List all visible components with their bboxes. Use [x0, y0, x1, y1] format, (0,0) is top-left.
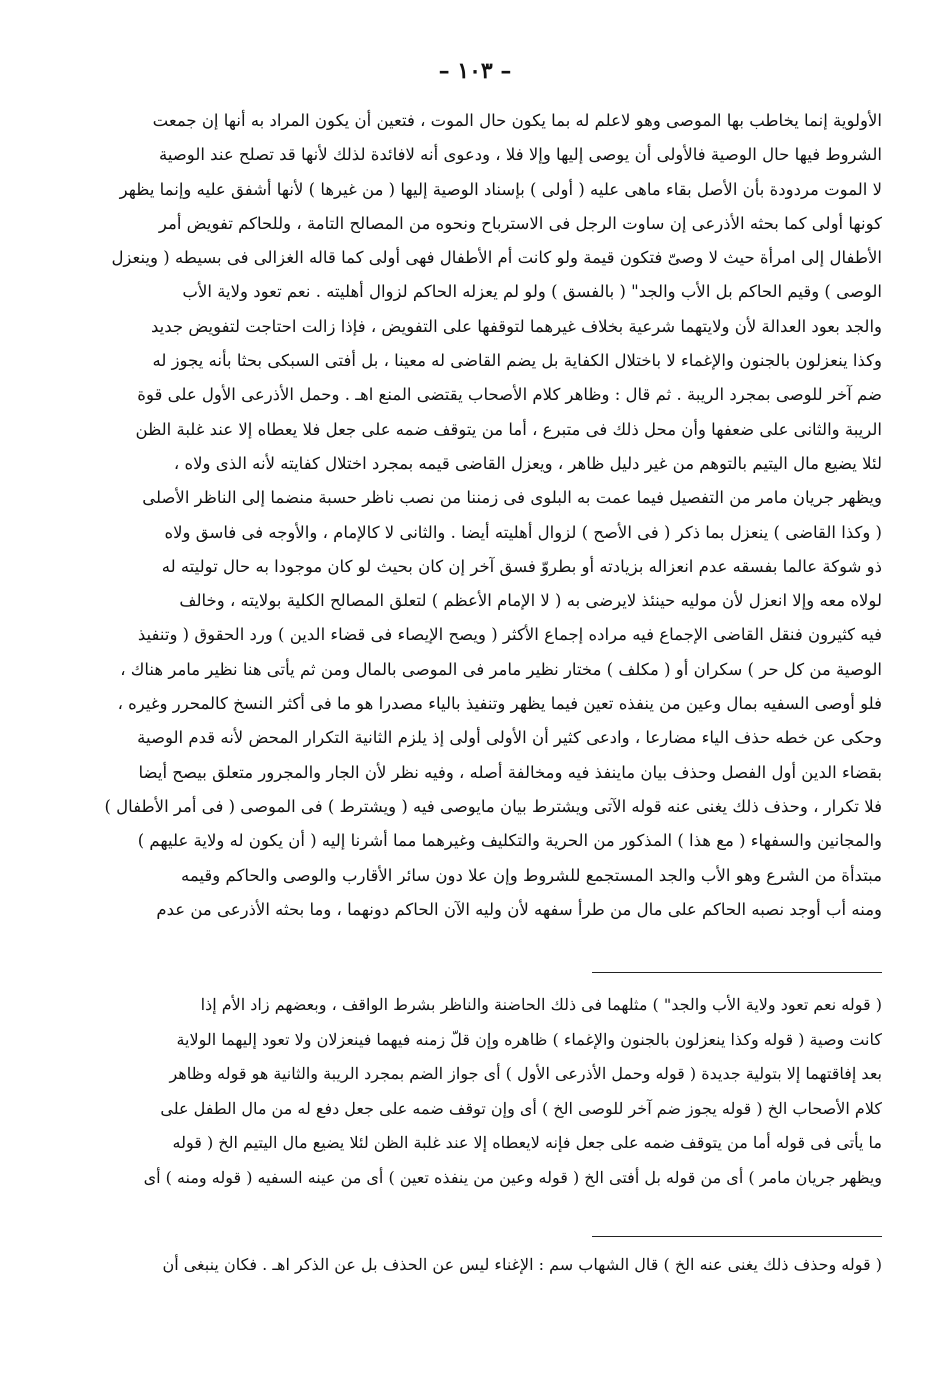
page-number: – ١٠٣ – [438, 58, 512, 84]
text-line: وحكى عن خطه حذف الياء مضارعا ، وادعى كثير أن الأولى أولى إذ يلزم الثانية التكرار المحض لأنه قدم الوصية [137, 728, 882, 748]
text-line: بقضاء الدين أول الفصل وحذف بيان ماينفذ فيه ومخالفة أصله ، وفيه نظر لأن الجار والمجرور متعلق بيصح أيضا [138, 762, 882, 782]
note-line: ويظهر جريان مامر ) أى من قوله بل أفتى الخ ( قوله وعين من ينفذه تعين ) أى من عينه السفيه ( قوله ومنه ) أى [143, 1167, 882, 1187]
second-footnote-separator [592, 1236, 882, 1237]
note-line: كلام الأصحاب الخ ( قوله يجوز ضم آخر للوصى الخ ) أى وإن توقف ضمه على جعل دفع له من مال الطفل على [160, 1098, 882, 1118]
note-line: كانت وصية ( قوله وكذا ينعزلون بالجنون والإغماء ) ظاهره وإن قلّ زمنه فيهما فينعزلان ولا تعود إليهما الولاية [176, 1029, 882, 1049]
note-line: ( قوله نعم تعود ولاية الأب والجد" ) مثلهما فى ذلك الحاضنة والناظر بشرط الواقف ، وبعضهم زاد الأم إذا [200, 995, 882, 1014]
note-line: ( قوله وحذف ذلك يغنى عنه الخ ) قال الشهاب سم : الإغناء ليس عن الحذف بل عن الذكر اهـ . فكان ينبغى أن [162, 1255, 882, 1274]
commentary-notes [72, 988, 882, 1195]
text-line: مبتدأة من الشرع وهو الأب والجد المستجمع للشروط وإن علا دون سائر الأقارب والوصى والحاكم وقيمه [181, 865, 882, 885]
text-line: والجد بعود العدالة لأن ولايتهما شرعية بخلاف غيرهما لتوقفها على التفويض ، فإذا زالت احتاجت لتفويض جديد [150, 316, 882, 336]
text-line: الوصية من كل حر ) سكران أو ( مكلف ) مختار نظير مامر فى الموصى بالمال ومن ثم يأتى هنا نظير مامر هناك ، [120, 659, 882, 679]
text-line: ومنه أب أوجد نصبه الحاكم على مال من طرأ سفهه لأن وليه الآن الحاكم دونهما ، وما بحثه الأذرعى من عدم [156, 899, 882, 919]
text-line: الأولوية إنما يخاطب بها الموصى وهو لاعلم له بما يكون حال الموت ، فتعين أن يكون المراد به أنها إن جمعت [152, 111, 882, 130]
text-line: ويظهر جريان مامر من التفصيل فيما عمت به البلوى فى زمننا من نصب ناظر حسبة منضما إلى الناظر الأصلى [142, 488, 882, 508]
note-line: بعد إفاقتهما إلا بتولية جديدة ( قوله وحمل الأذرعى الأول ) أى جواز الضم بمجرد الريبة والثانية هو قوله وظاهر [169, 1064, 882, 1083]
text-line: فلو أوصى السفيه بمال وعين من ينفذه تعين فيما يظهر وتنفيذ بالياء مصدرا هو ما فى أكثر النسخ كالمحرر وغيره ، [117, 694, 882, 714]
text-line: الأطفال إلى امرأة حيث لا وصىّ فتكون قيمة ولو كانت أم الأطفال فهى أولى كما قاله الغزالى فى بسيطه ( وينعزل [111, 248, 882, 268]
text-line: والمجانين والسفهاء ( مع هذا ) المذكور من الحرية والتكليف وغيرهما مما أشرنا إليه ( أن يكون له ولاية عليهم ) [137, 831, 882, 851]
text-line: لئلا يضيع مال اليتيم بالتوهم من غير دليل ظاهر ، ويعزل القاضى قيمه بمجرد اختلال كفايته لأنه الذى ولاه ، [173, 453, 882, 473]
text-line: لا الموت مردودة بأن الأصل بقاء ماهى عليه ( أولى ) بإسناد الوصية إليها ( من غيرها ) لأنها أشفق عليه وإنما يظهر [119, 179, 882, 199]
secondary-commentary-notes [72, 1248, 882, 1282]
text-line: الوصى ) وقيم الحاكم بل الأب والجد" ( بالفسق ) ولو لم يعزله الحاكم لزوال أهليته . نعم تعود ولاية الأب [182, 282, 882, 302]
text-line: كونها أولى كما بحثه الأذرعى إن ساوت الرجل فى الاسترباح ونحوه من المصالح التامة ، وللحاكم تفويض أمر [158, 213, 882, 233]
text-line: الشروط فيها حال الوصية فالأولى أن يوصى إليها وإلا فلا ، ودعوى أنه لافائدة لذلك لأنها قد تصلح عند الوصية [158, 145, 882, 165]
text-line: فيه كثيرون فنقل القاضى الإجماع فيه مراده إجماع الأكثر ( ويصح الإيصاء فى قضاء الدين ) ورد الحقوق ( وتنفيذ [137, 625, 882, 645]
footnote-separator [592, 972, 882, 973]
text-line: ( وكذا القاضى ) ينعزل بما ذكر ( فى الأصح ) لزوال أهليته أيضا . والثانى لا كالإمام ، والأوجه فى فاسق ولاه [164, 522, 882, 542]
text-line: ذو شوكة عالما بفسقه عدم انعزاله بزيادته أو بطروّ فسق آخر إن كان بحيث لو كان موجودا به حال توليته له [161, 556, 882, 576]
text-line: وكذا ينعزلون بالجنون والإغماء لا باختلال الكفاية بل يضم القاضى له معينا ، بل أفتى السبكى بحثا بأنه يجوز له [152, 351, 882, 371]
text-line: الريبة والثانى على ضعفها وأن محل ذلك فى متبرع ، أما من يتوقف ضمه على جعل فلا يعطاه إلا عند غلبة الظن [135, 419, 882, 439]
text-line: ضم آخر للوصى بمجرد الريبة . ثم قال : وظاهر كلام الأصحاب يقتضى المنع اهـ . وحمل الأذرعى الأول على قوة [137, 385, 882, 405]
main-text [72, 104, 882, 927]
text-line: فلا تكرار ، وحذف ذلك يغنى عنه قوله الآتى ويشترط بيان مايوصى فيه ( ويشترط ) فى الموصى ( فى أمر الأطفال ) [104, 796, 882, 816]
note-line: ما يأتى فى قوله أما من يتوقف ضمه على جعل فإنه لايعطاه إلا عند غلبة الظن لئلا يضيع مال اليتيم الخ ( قوله [172, 1133, 882, 1152]
text-line: لولاه معه وإلا انعزل لأن موليه حينئذ لايرضى به ( لا الإمام الأعظم ) لتعلق المصالح الكلية بولايته ، وخالف [179, 591, 882, 611]
